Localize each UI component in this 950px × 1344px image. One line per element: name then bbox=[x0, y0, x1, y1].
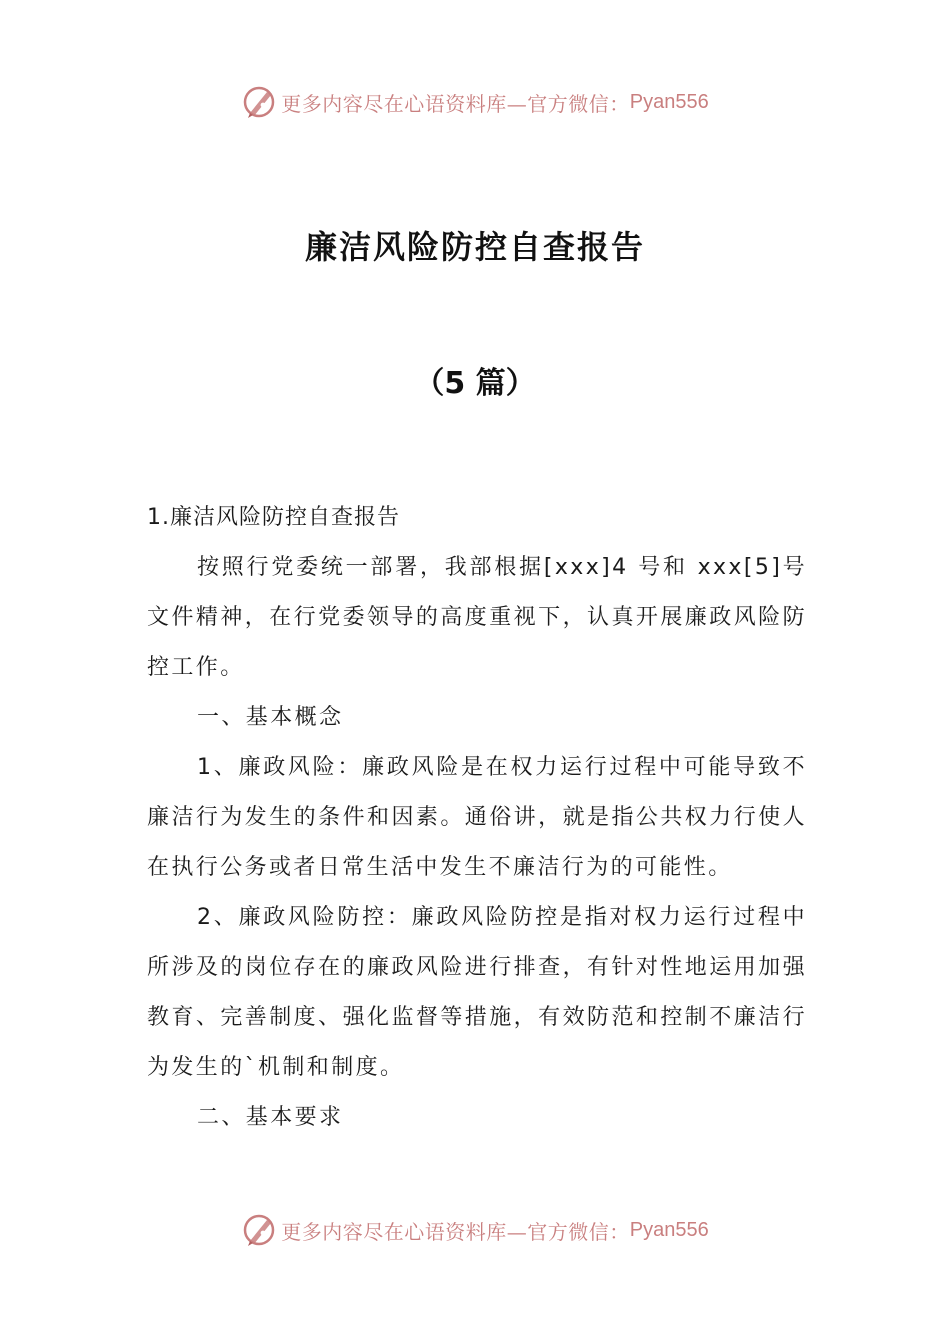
pen-logo-icon bbox=[241, 84, 277, 120]
watermark-text: 更多内容尽在心语资料库—官方微信： bbox=[281, 1219, 630, 1244]
section-heading: 1.廉洁风险防控自查报告 bbox=[147, 505, 400, 530]
subheading-basic-concepts: 一、基本概念 bbox=[197, 705, 344, 730]
page-subtitle: （5 篇） bbox=[414, 366, 536, 401]
header-watermark bbox=[0, 82, 950, 122]
paragraph: 2、廉政风险防控：廉政风险防控是指对权力运行过程中所涉及的岗位存在的廉政风险进行排查，有针对性地运用加强教育、完善制度、强化监督等措施，有效防范和控制不廉洁行为发生的`机制和制度。 bbox=[147, 905, 807, 1080]
paragraph: 按照行党委统一部署，我部根据[xxx]4 号和 xxx[5]号文件精神，在行党委领导的高度重视下，认真开展廉政风险防控工作。 bbox=[147, 555, 807, 680]
watermark-wechat-id: Pyan556 bbox=[629, 90, 709, 113]
subheading-basic-requirements: 二、基本要求 bbox=[197, 1105, 344, 1130]
watermark-text: 更多内容尽在心语资料库—官方微信： bbox=[281, 91, 630, 116]
paragraph: 1、廉政风险：廉政风险是在权力运行过程中可能导致不廉洁行为发生的条件和因素。通俗讲，就是指公共权力行使人在执行公务或者日常生活中发生不廉洁行为的可能性。 bbox=[147, 755, 807, 880]
pen-logo-icon bbox=[241, 1212, 277, 1248]
watermark-wechat-id: Pyan556 bbox=[629, 1218, 709, 1241]
footer-watermark bbox=[0, 1210, 950, 1250]
page-title: 廉洁风险防控自查报告 bbox=[304, 228, 645, 266]
document-body bbox=[147, 493, 807, 1143]
